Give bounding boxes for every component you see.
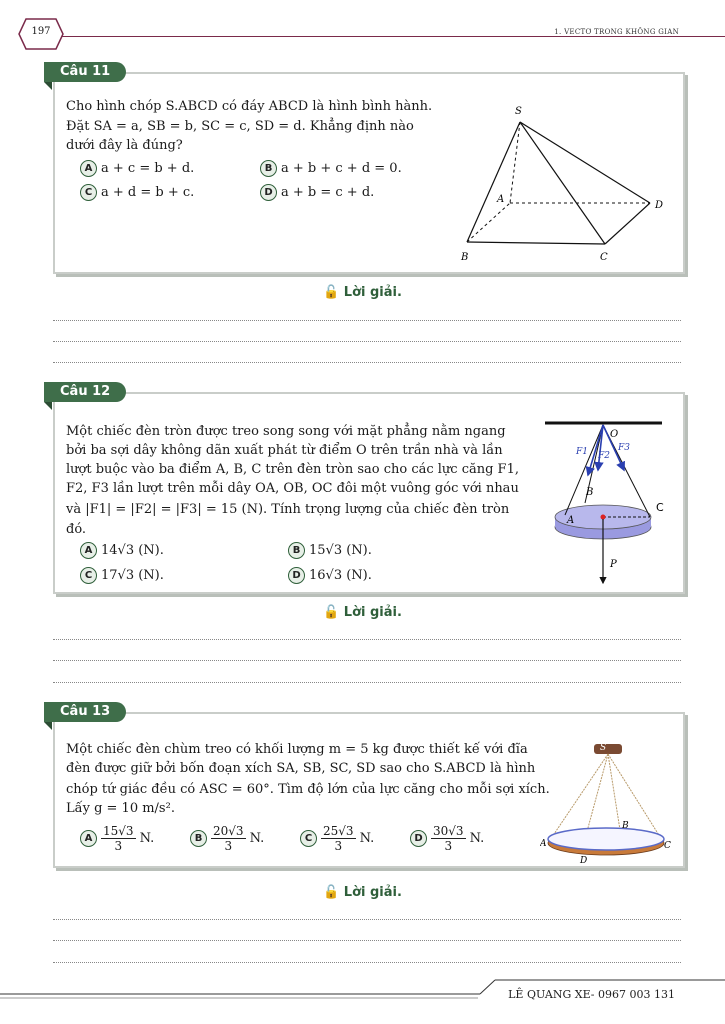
q12-line-2: bởi ba sợi dây không dãn xuất phát từ điểm O trên trần nhà và lần — [66, 443, 503, 458]
q11-solution-heading: 🔓 Lời giải. — [323, 285, 402, 300]
q12-choice-a[interactable]: A 14√3 (N). — [80, 542, 164, 559]
pyramid-figure — [455, 100, 675, 265]
q11-line-3: dưới đây là đúng? — [66, 138, 183, 153]
chandelier-figure — [540, 740, 675, 865]
q12-line-3: lượt buộc vào ba điểm A, B, C trên đèn tròn sao cho các lực căng F1, — [66, 462, 519, 477]
footer-author: LÊ QUANG XE- 0967 003 131 — [508, 988, 675, 1001]
q13-choice-d[interactable]: D $\frac{30√3}{3}$ N. — [410, 824, 484, 853]
q12-line-1: Một chiếc đèn tròn được treo song song với mặt phẳng nằm ngang — [66, 424, 506, 439]
q11-choice-c[interactable]: C a + d = b + c. — [80, 184, 194, 201]
q13-answer-line-2[interactable] — [53, 940, 681, 941]
label-c: C — [600, 252, 608, 263]
q12-answer-line-1[interactable] — [53, 639, 681, 640]
q13-line-4: Lấy g = 10 m/s². — [66, 801, 175, 816]
q11-answer-line-1[interactable] — [53, 320, 681, 321]
label-d: D — [655, 200, 664, 211]
unlock-icon: 🔓 — [323, 885, 340, 900]
q12-line-5: và |F1| = |F2| = |F3| = 15 (N). Tính trọng lượng của chiếc đèn tròn — [66, 502, 510, 517]
q13-choice-c[interactable]: C $\frac{25√3}{3}$ N. — [300, 824, 374, 853]
q13-line-2: đèn được giữ bởi bốn đoạn xích SA, SB, SC, SD sao cho S.ABCD là hình — [66, 761, 536, 776]
svg-text:O: O — [610, 429, 619, 440]
label-s: S — [515, 106, 522, 117]
q12-choice-d[interactable]: D 16√3 (N). — [288, 567, 372, 584]
header-rule — [60, 36, 725, 37]
question-11-tag: Câu 11 — [44, 62, 126, 82]
q12-answer-line-2[interactable] — [53, 660, 681, 661]
q12-line-6: đó. — [66, 522, 87, 537]
svg-text:P: P — [610, 559, 617, 570]
label-a: A — [497, 194, 505, 205]
q11-line-1: Cho hình chóp S.ABCD có đáy ABCD là hình bình hành. — [66, 99, 433, 114]
q11-answer-line-2[interactable] — [53, 341, 681, 342]
svg-text:B: B — [622, 821, 629, 831]
svg-text:F2: F2 — [598, 451, 610, 461]
q11-line-2: Đặt SA = a, SB = b, SC = c, SD = d. Khẳng định nào — [66, 119, 414, 134]
svg-text:C: C — [656, 501, 664, 514]
question-13-tag: Câu 13 — [44, 702, 126, 722]
q13-answer-line-3[interactable] — [53, 962, 681, 963]
svg-text:S: S — [600, 743, 607, 753]
q11-answer-line-3[interactable] — [53, 362, 681, 363]
q12-choice-c[interactable]: C 17√3 (N). — [80, 567, 164, 584]
q13-solution-heading: 🔓 Lời giải. — [323, 885, 402, 900]
svg-text:F3: F3 — [618, 443, 630, 453]
page-number: 197 — [31, 26, 51, 37]
question-12-tag: Câu 12 — [44, 382, 126, 402]
svg-text:A: A — [567, 515, 575, 526]
q12-choice-b[interactable]: B 15√3 (N). — [288, 542, 372, 559]
q11-choice-d[interactable]: D a + b = c + d. — [260, 184, 374, 201]
svg-text:B: B — [586, 487, 594, 498]
svg-text:F1: F1 — [576, 447, 588, 457]
unlock-icon: 🔓 — [323, 285, 340, 300]
svg-text:A: A — [540, 839, 547, 849]
q13-line-1: Một chiếc đèn chùm treo có khối lượng m = 5 kg được thiết kế với đĩa — [66, 742, 528, 757]
q13-choice-a[interactable]: A $\frac{15√3}{3}$ N. — [80, 824, 154, 853]
lamp-figure — [540, 415, 670, 590]
svg-text:C: C — [664, 841, 671, 851]
label-b: B — [461, 252, 469, 263]
unlock-icon: 🔓 — [323, 605, 340, 620]
q13-choice-b[interactable]: B $\frac{20√3}{3}$ N. — [190, 824, 264, 853]
q11-choice-a[interactable]: A a + c = b + d. — [80, 160, 194, 177]
q12-answer-line-3[interactable] — [53, 682, 681, 683]
svg-text:D: D — [580, 856, 588, 865]
q11-choice-b[interactable]: B a + b + c + d = 0. — [260, 160, 402, 177]
chapter-title: 1. VECTƠ TRONG KHÔNG GIAN — [554, 28, 679, 36]
q13-line-3: chóp tứ giác đều có ASC = 60°. Tìm độ lớn của lực căng cho mỗi sợi xích. — [66, 782, 550, 797]
q13-answer-line-1[interactable] — [53, 919, 681, 920]
q12-line-4: F2, F3 lần lượt trên mỗi dây OA, OB, OC đôi một vuông góc với nhau — [66, 481, 519, 496]
q12-solution-heading: 🔓 Lời giải. — [323, 605, 402, 620]
